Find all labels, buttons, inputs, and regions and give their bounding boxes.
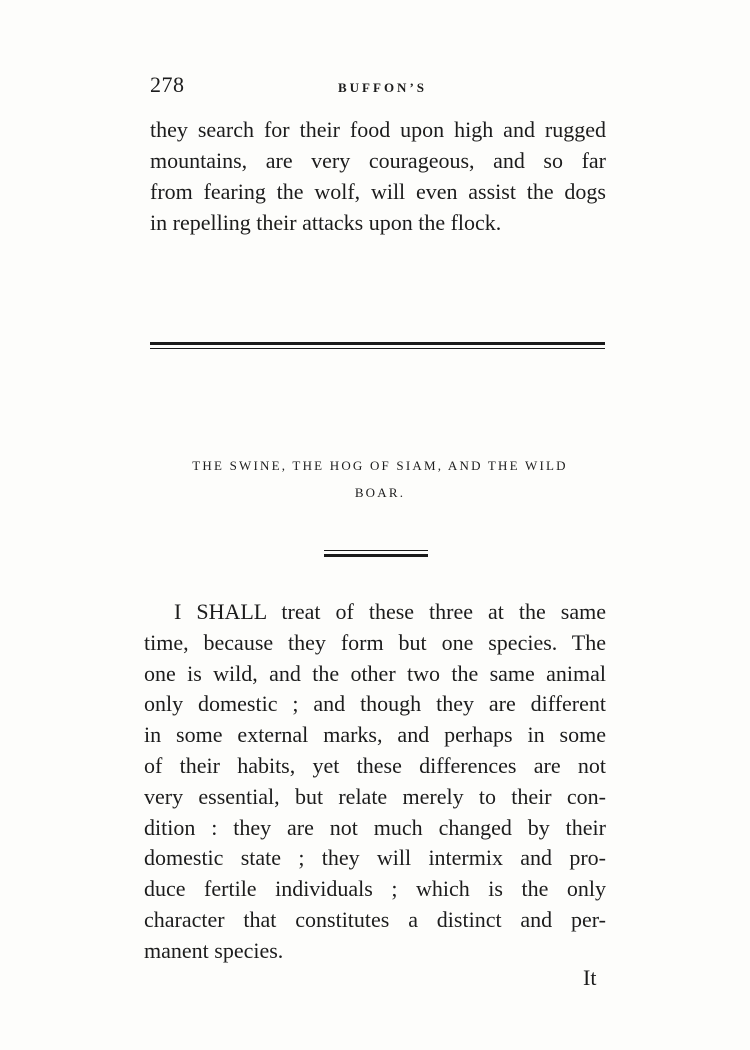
section-title-line-2: BOAR.: [354, 485, 406, 500]
section-title-line-1: THE SWINE, THE HOG OF SIAM, AND THE WILD: [192, 458, 568, 473]
text-line: they search for their food upon high and rugged: [150, 117, 606, 142]
continued-paragraph: [150, 114, 606, 238]
text-line: from fearing the wolf, will even assist the dogs: [150, 179, 606, 204]
text-line: dition : they are not much changed by their: [144, 814, 606, 840]
running-head: BUFFON’S: [338, 80, 427, 95]
text-line: duce fertile individuals ; which is the only: [144, 876, 606, 902]
text-line: very essential, but relate merely to their con-: [144, 783, 606, 809]
rule-thick-line: [324, 554, 428, 557]
rule-thick-line: [150, 342, 605, 345]
text-line: I SHALL treat of these three at the same: [174, 599, 606, 624]
rule-thin-line: [324, 550, 428, 551]
page-number: 278: [150, 72, 185, 97]
catchword: It: [583, 965, 597, 990]
text-line: character that constitutes a distinct and per-: [144, 906, 606, 932]
title-underline-rule: [324, 550, 428, 560]
section-divider-rule: [150, 342, 605, 352]
text-line: only domestic ; and though they are different: [144, 691, 606, 717]
text-line: one is wild, and the other two the same animal: [144, 660, 606, 686]
text-line: mountains, are very courageous, and so far: [150, 148, 606, 173]
text-line: of their habits, yet these differences are not: [144, 752, 606, 778]
text-line: manent species.: [144, 937, 284, 963]
text-line: time, because they form but one species. The: [144, 629, 606, 655]
text-line: domestic state ; they will intermix and pro-: [144, 845, 606, 871]
text-line: in repelling their attacks upon the flock.: [150, 210, 502, 235]
rule-thin-line: [150, 348, 605, 349]
text-line: in some external marks, and perhaps in some: [144, 722, 606, 748]
body-paragraph: [144, 597, 606, 967]
